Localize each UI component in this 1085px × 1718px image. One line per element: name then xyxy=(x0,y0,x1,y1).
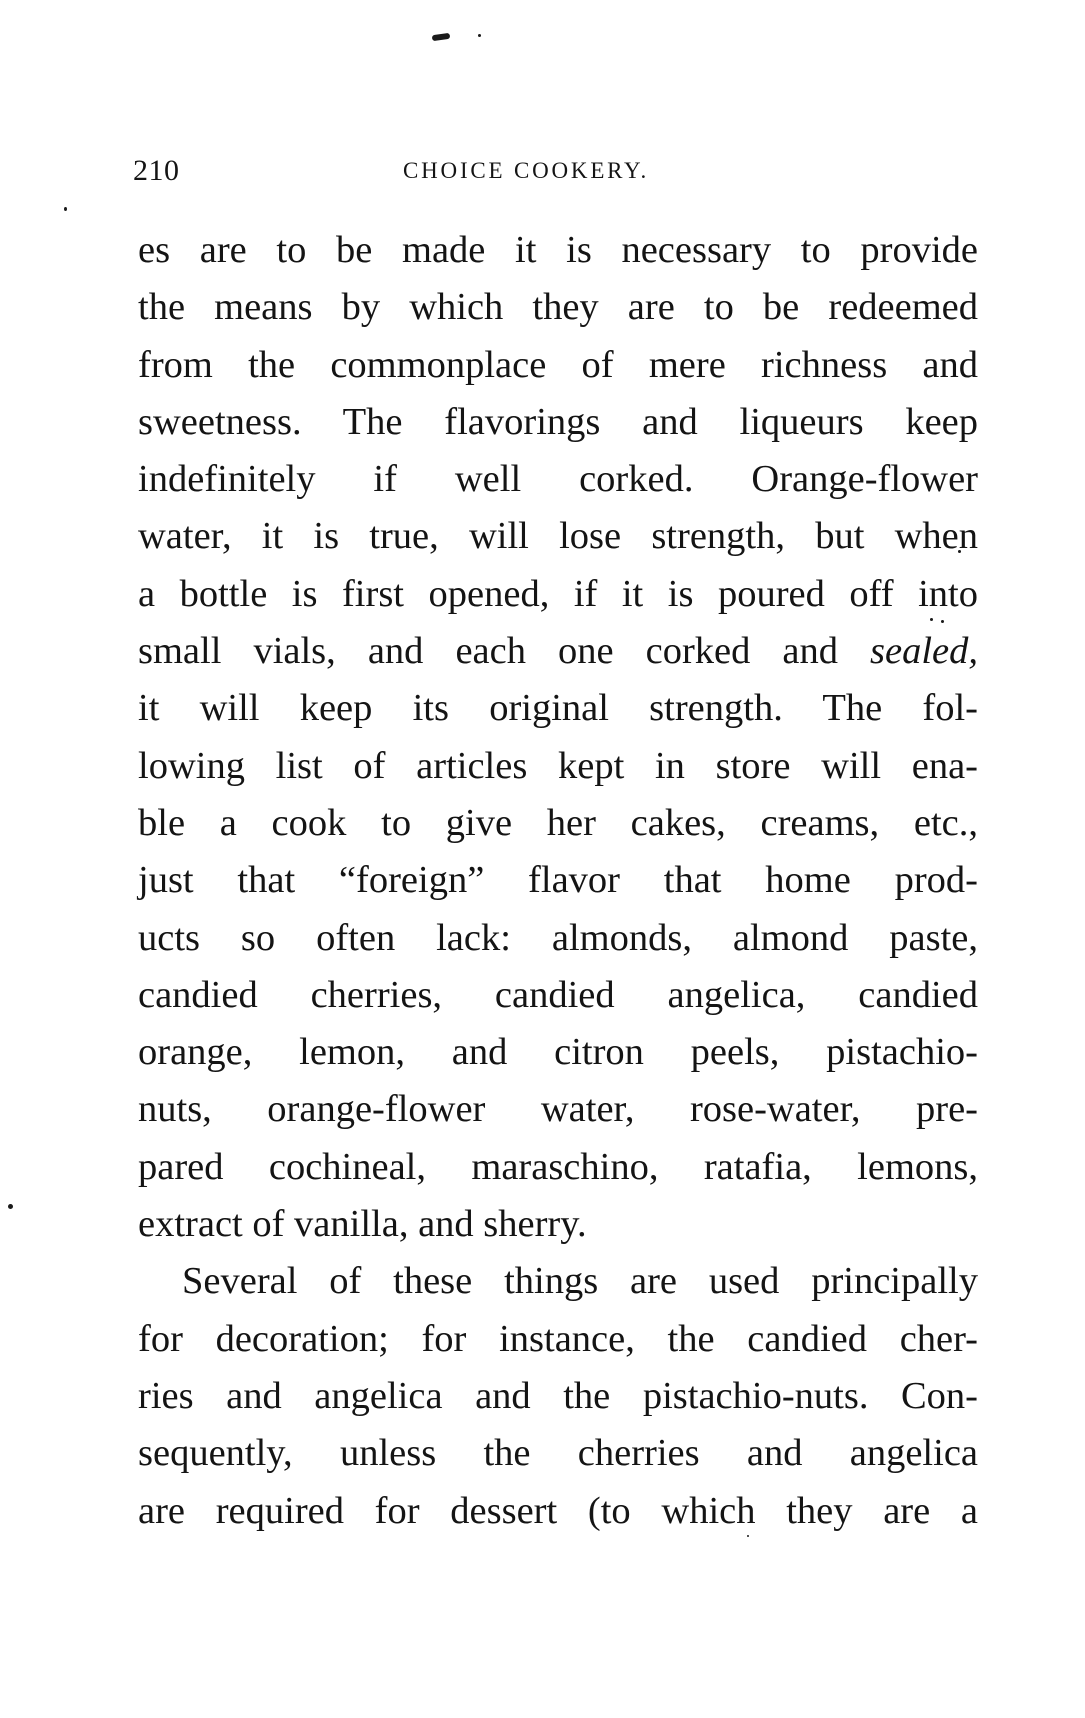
ink-dot-left-2 xyxy=(8,1204,13,1209)
text-line: indefinitely if well corked. Orange-flower xyxy=(138,458,978,501)
ink-dot-top xyxy=(478,34,481,37)
text-line: sequently, unless the cherries and angelica xyxy=(138,1432,978,1475)
italic-word: sealed, xyxy=(870,630,978,673)
text-line: extract of vanilla, and sherry. xyxy=(138,1203,587,1246)
paragraph-1 xyxy=(138,222,978,1253)
text-line: pared cochineal, maraschino, ratafia, lemons, xyxy=(138,1145,978,1188)
text-line: ries and angelica and the pistachio-nuts. Con- xyxy=(138,1374,978,1417)
text-line: nuts, orange-flower water, rose-water, pre- xyxy=(138,1088,978,1131)
text-line: are required for dessert (to which they are a xyxy=(138,1489,978,1532)
text-run: small vials, and each one corked and xyxy=(138,630,871,673)
text-line: es are to be made it is necessary to provide xyxy=(138,229,978,271)
text-line: ble a cook to give her cakes, creams, etc., xyxy=(138,801,978,844)
text-line: it will keep its original strength. The fol- xyxy=(138,687,978,730)
text-line-with-italic xyxy=(138,623,978,680)
text-line: the means by which they are to be redeemed xyxy=(138,286,978,329)
text-line: lowing list of articles kept in store will ena- xyxy=(138,744,978,787)
body-text xyxy=(138,222,978,1540)
text-line: ucts so often lack: almonds, almond paste, xyxy=(138,916,978,959)
ink-speck-top xyxy=(432,33,451,41)
ink-dot-left-1 xyxy=(64,207,67,211)
text-line: orange, lemon, and citron peels, pistachio- xyxy=(138,1031,978,1074)
text-line: Several of these things are used principally xyxy=(182,1260,978,1303)
text-line: sweetness. The flavorings and liqueurs keep xyxy=(138,400,978,443)
text-line: a bottle is first opened, if it is poured off into xyxy=(138,572,978,615)
page-number: 210 xyxy=(133,154,180,187)
running-head: CHOICE COOKERY. xyxy=(403,158,650,183)
text-line: candied cherries, candied angelica, candied xyxy=(138,973,978,1016)
paragraph-2 xyxy=(138,1253,978,1539)
page-header xyxy=(133,148,978,194)
text-line: from the commonplace of mere richness and xyxy=(138,343,978,386)
text-line: for decoration; for instance, the candied cher- xyxy=(138,1317,978,1360)
text-line: just that “foreign” flavor that home prod- xyxy=(138,859,978,902)
text-line: water, it is true, will lose strength, but when xyxy=(138,515,978,558)
